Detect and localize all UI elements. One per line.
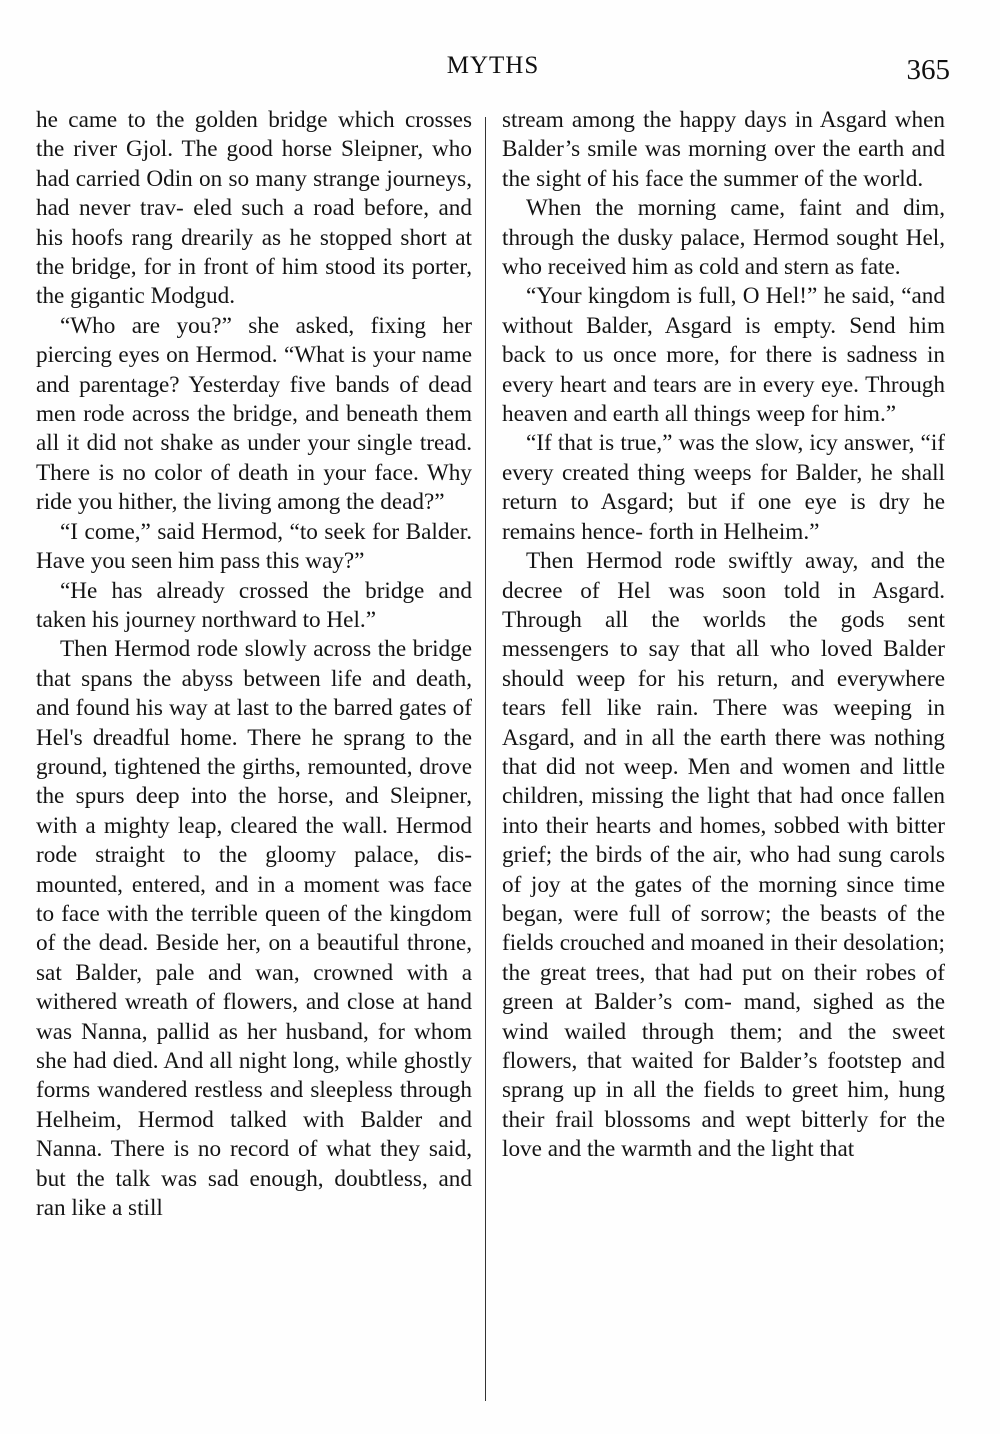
page-number: 365 [906,54,950,86]
paragraph: “If that is true,” was the slow, icy answer, “if every created thing weeps for Balder, he shall return to Asgard; but if one eye is dry he remains hence- forth in Helheim.” [502,430,945,545]
paragraph: he came to the golden bridge which crosses the river Gjol. The good horse Sleipner, who had carried Odin on so many strange journeys, had never trav- eled such a road before, and his hoofs rang drearily as he stopped short at the bridge, for in front of him stood its porter, the gigantic Modgud. [36,107,472,310]
page-title: MYTHS [446,52,540,79]
paragraph: “I come,” said Hermod, “to seek for Balder. Have you seen him pass this way?” [36,518,472,575]
paragraph: When the morning came, faint and dim, through the dusky palace, Hermod sought Hel, who received him as cold and stern as fate. [502,195,945,281]
paragraph: “Who are you?” she asked, fixing her piercing eyes on Hermod. “What is your name and parentage? Yesterday five bands of dead men rode across the bridge, and beneath them all it did not shake as under your single tread. There is no color of death in your face. Why ride you hither, the living among the dead?” [36,312,472,516]
paragraph: Then Hermod rode swiftly away, and the decree of Hel was soon told in Asgard. Through all the worlds the gods sent messengers to say that all who loved Balder should weep for his return, and everywhere tears fell like rain. There was weeping in Asgard, and in all the earth there was nothing that did not weep. Men and women and little children, missing the light that had once fallen into their hearts and homes, sobbed with bitter grief; the birds of the air, who had sung carols of joy at the gates of the morning since time began, were full of sorrow; the beasts of the fields crouched and moaned in their desolation; the great trees, that had put on their robes of green at Balder’s com- mand, sighed as the wind wailed through them; and the sweet flowers, that waited for Balder’s footstep and sprang up in all the fields to greet him, hung their frail blossoms and wept bitterly for the love and the warmth and the light that [502,548,945,1163]
left-column [36,106,472,1223]
paragraph: “He has already crossed the bridge and taken his journey northward to Hel.” [36,577,472,633]
running-head [0,52,1000,86]
paragraph: Then Hermod rode slowly across the bridge that spans the abyss between life and death, and found his way at last to the barred gates of Hel's dreadful home. There he sprang to the ground, tightened the girths, remounted, drove the spurs deep into the horse, and Sleipner, with a mighty leap, cleared the wall. Hermod rode straight to the gloomy palace, dis- mounted, entered, and in a moment was face to face with the terrible queen of the kingdom of the dead. Beside her, on a beautiful throne, sat Balder, pale and wan, crowned with a withered wreath of flowers, and close at hand was Nanna, pallid as her husband, for whom she had died. And all night long, while ghostly forms wandered restless and sleepless through Helheim, Hermod talked with Balder and Nanna. There is no record of what they said, but the talk was sad enough, doubtless, and ran like a still [36,636,472,1222]
right-column [502,106,945,1165]
paragraph: stream among the happy days in Asgard when Balder’s smile was morning over the earth and the sight of his face the summer of the world. [502,107,945,192]
column-divider [485,117,486,1401]
paragraph: “Your kingdom is full, O Hel!” he said, “and without Balder, Asgard is empty. Send him back to us once more, for there is sadness in every heart and tears are in every eye. Through heaven and earth all things weep for him.” [502,283,945,428]
